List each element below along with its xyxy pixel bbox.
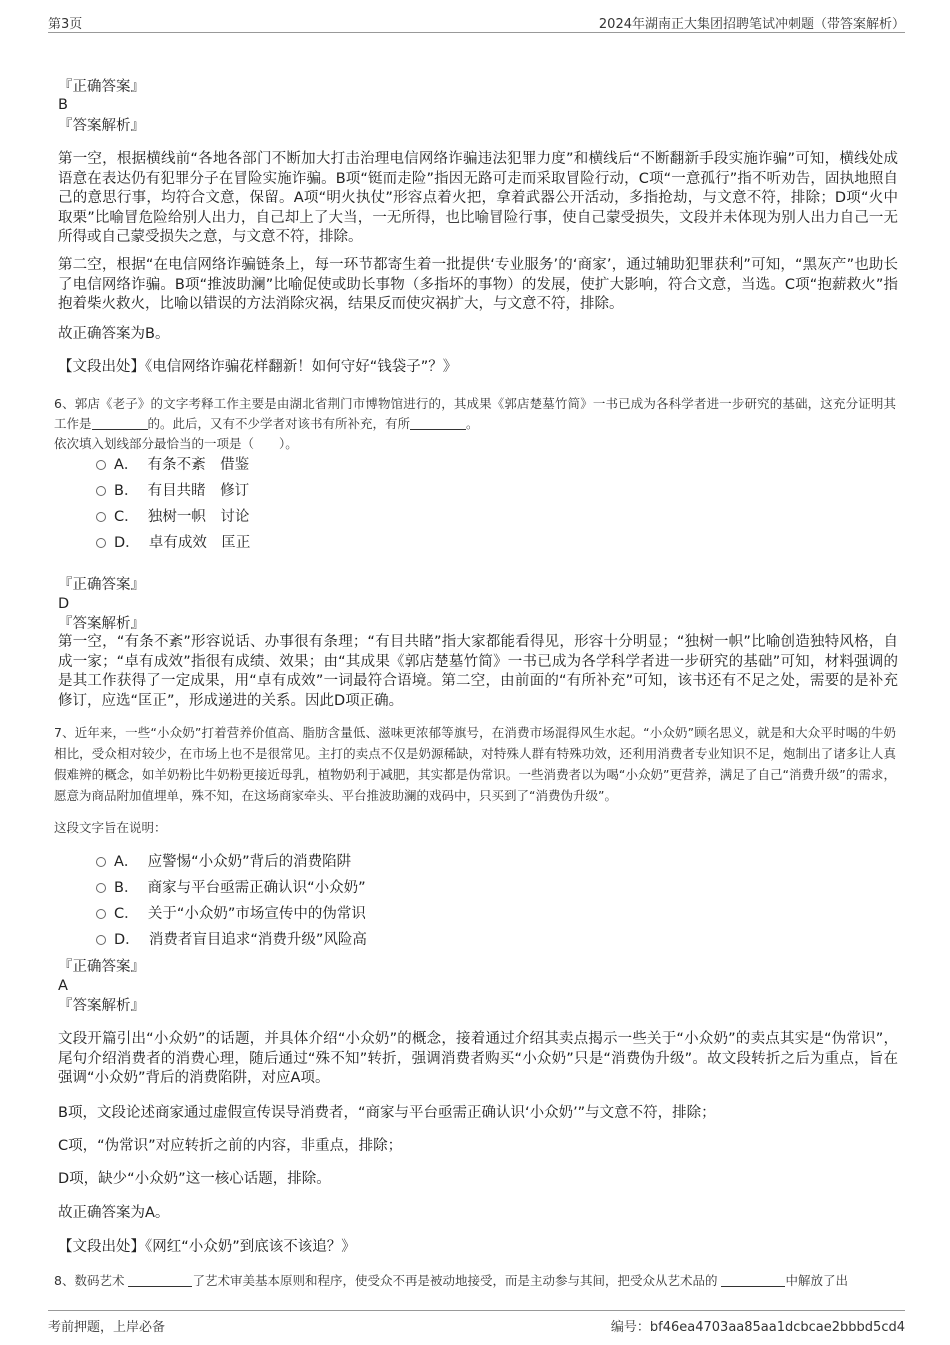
radio-icon[interactable] [96,512,106,522]
q6-instruction: 依次填入划线部分最恰当的一项是（ ）。 [54,436,298,451]
q7-analysis-option-b: B项，文段论述商家通过虚假宣传误导消费者，“商家与平台亟需正确认识‘小众奶’”与文意不符，排除； [58,1105,716,1121]
q6-analysis-label: 『答案解析』 [58,616,145,632]
footer-slogan: 考前押题，上岸必备 [48,1320,166,1335]
q7-analysis-option-c: C项，“伪常识”对应转折之前的内容，非重点，排除； [58,1138,403,1154]
q7-analysis-para1: 文段开篇引出“小众奶”的话题，并具体介绍“小众奶”的概念，接着通过介绍其卖点揭示一些关于“小众奶”的卖点其实是“伪常识”，尾句介绍消费者的消费心理，随后通过“殊不知”转折，强调消费者购买“小众奶”只是“消费伪升级”。故文段转折之后为重点，旨在强调“小众奶”背后的消费陷阱，对应A项。 [58,1031,898,1086]
q6-option-d[interactable]: D． 卓有成效 匡正 [96,534,250,553]
q7-analysis-label: 『答案解析』 [58,998,145,1014]
radio-icon[interactable] [96,460,106,470]
q5-analysis-para1: 第一空，根据横线前“各地各部门不断加大打击治理电信网络诈骗违法犯罪力度”和横线后“不断翻新手段实施诈骗”可知，横线处成语意在表达仍有犯罪分子在冒险实施诈骗。B项“铤而走险”指因无路可走而采取冒险行动，C项“一意孤行”指不听劝告，固执地照自己的意思行事，均符合文意，保留。A项“明火执仗”形容点着火把，拿着武器公开活动，多指抢劫，与文意不符，排除；D项“火中取栗”比喻冒危险给别人出力，自己却上了大当，一无所得，也比喻冒险行事，使自己蒙受损失，文段并未体现为别人出力自己一无所得或自己蒙受损失之意，与文意不符，排除。 [58,151,898,245]
q8-blank-2 [721,1286,785,1287]
q7-option-c[interactable]: C． 关于“小众奶”市场宣传中的伪常识 [96,905,366,924]
q7-analysis-option-d: D项，缺少“小众奶”这一核心话题，排除。 [58,1171,331,1187]
q5-analysis-para2: 第二空，根据“在电信网络诈骗链条上，每一环节都寄生着一批提供‘专业服务’的‘商家’，通过辅助犯罪获利”可知，“黑灰产”也助长了电信网络诈骗。B项“推波助澜”比喻促使或助长事物（多指坏的事物）的发展，使扩大影响，符合文意，当选。C项“抱薪救火”指抱着柴火救火，比喻以错误的方法消除灾祸，结果反而使灾祸扩大，与文意不符，排除。 [58,257,898,312]
footer-code: 编号：bf46ea4703aa85aa1dcbcae2bbbd5cd4 [610,1320,905,1335]
q6-analysis: 第一空，“有条不紊”形容说话、办事很有条理；“有目共睹”指大家都能看得见，形容十分明显；“独树一帜”比喻创造独特风格，自成一家；“卓有成效”指很有成绩、效果；由“其成果《郭店楚墓竹简》一书已成为各学科学者进一步研究的基础”可知，材料强调的是其工作获得了一定成果，用“卓有成效”一词最符合语境。第二空，由前面的“有所补充”可知，该书还有不足之处，需要的是补充修订，应选“匡正”，形成递进的关系。因此D项正确。 [58,634,898,709]
radio-icon[interactable] [96,935,106,945]
q7-option-a[interactable]: A． 应警惕“小众奶”背后的消费陷阱 [96,853,351,872]
document-title: 2024年湖南正大集团招聘笔试冲刺题（带答案解析） [598,17,905,32]
q5-answer: B [58,97,68,113]
q6-blank-2 [410,429,466,430]
q5-conclusion: 故正确答案为B。 [58,326,170,342]
page-number: 第3页 [48,17,83,32]
q7-source: 【文段出处】《网红“小众奶”到底该不该追？》 [58,1239,356,1255]
q7-answer: A [58,978,68,994]
q6-answer: D [58,596,70,612]
q7-stem: 7、近年来，一些“小众奶”打着营养价值高、脂肪含量低、滋味更浓郁等旗号，在消费市场混得风生水起。“小众奶”顾名思义，就是和大众平时喝的牛奶相比，受众相对较少，在市场上也不是很常见。主打的卖点不仅是奶源稀缺，对特殊人群有特殊功效，还利用消费者专业知识不足，炮制出了诸多让人真假难辨的概念，如羊奶粉比牛奶粉更接近母乳，植物奶利于减肥，其实都是伪常识。一些消费者以为喝“小众奶”更营养，满足了自己“消费升级”的需求，愿意为商品附加值埋单，殊不知，在这场商家牵头、平台推波助澜的戏码中，只买到了“消费伪升级”。 [54,725,896,803]
q6-option-a[interactable]: A． 有条不紊 借鉴 [96,456,249,475]
q7-option-b[interactable]: B． 商家与平台亟需正确认识“小众奶” [96,879,366,898]
q5-answer-label: 『正确答案』 [58,79,145,95]
q5-analysis-label: 『答案解析』 [58,118,145,134]
radio-icon[interactable] [96,883,106,893]
page-footer [48,1310,905,1335]
q6-blank-1 [92,429,148,430]
q7-question: 这段文字旨在说明： [54,820,167,835]
radio-icon[interactable] [96,857,106,867]
page-header [48,10,905,33]
q6-option-b[interactable]: B． 有目共睹 修订 [96,482,249,501]
q7-option-d[interactable]: D． 消费者盲目追求“消费升级”风险高 [96,931,367,950]
radio-icon[interactable] [96,909,106,919]
radio-icon[interactable] [96,486,106,496]
q5-source: 【文段出处】《电信网络诈骗花样翻新！如何守好“钱袋子”？》 [58,359,458,375]
radio-icon[interactable] [96,538,106,548]
q6-answer-label: 『正确答案』 [58,577,145,593]
q7-answer-label: 『正确答案』 [58,959,145,975]
q6-option-c[interactable]: C． 独树一帜 讨论 [96,508,249,527]
q8-blank-1 [128,1286,192,1287]
q8-stem: 8、数码艺术 了艺术审美基本原则和程序，使受众不再是被动地接受，而是主动参与其间，把受众从艺术品的 中解放了出 [54,1273,848,1288]
q6-stem: 6、郭店《老子》的文字考释工作主要是由湖北省荆门市博物馆进行的，其成果《郭店楚墓竹简》一书已成为各科学者进一步研究的基础，这充分证明其工作是 的。此后，又有不少学者对该书有所补充，有所 。 [54,396,896,431]
q7-conclusion: 故正确答案为A。 [58,1205,170,1221]
